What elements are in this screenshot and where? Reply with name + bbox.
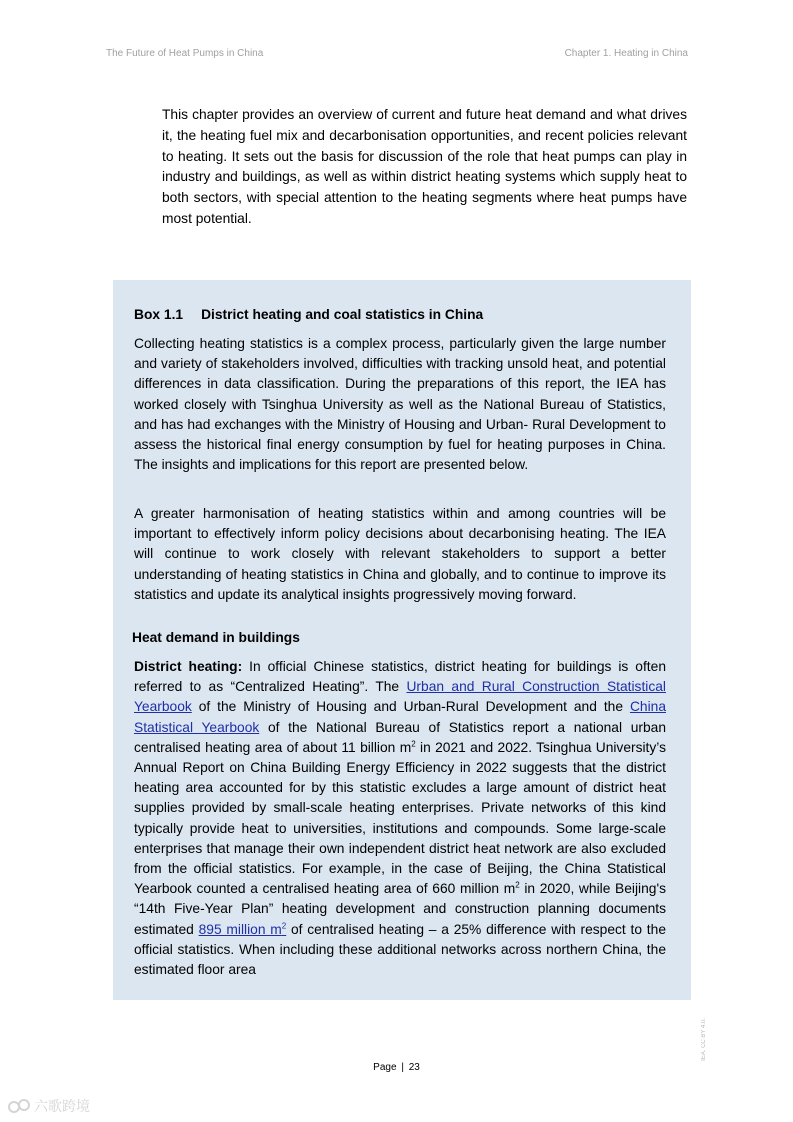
running-header-chapter: Chapter 1. Heating in China: [564, 48, 688, 59]
page-number: 23: [408, 1062, 420, 1073]
page-label: Page: [373, 1062, 397, 1073]
subheading-heat-demand: Heat demand in buildings: [132, 630, 300, 645]
text-segment: of the National Bureau of Statistics report a national urban centralised heating area of about 11 billion m: [134, 719, 666, 755]
link-china-statistical-yearbook[interactable]: China Statistical Yearbook: [134, 699, 666, 735]
text-segment: in 2021 and 2022. Tsinghua University’s Annual Report on China Building Energy Efficiency in 2022 suggests that the district heating area accounted for by this statistic excludes a large amount of district heat supplies provided by small-scale heating enterprises. Private networks of this kind typically provide heat to universities, institutions and compounds. Some large-scale enterprises that manage their own independent district heat network are also excluded from the official statistics. For example, in the case of Beijing, the China Statistical Yearbook counted a centralised heating area of 660 million m: [134, 739, 667, 897]
superscript: 2: [515, 880, 520, 890]
page-footer: [0, 1062, 793, 1073]
link-urban-rural-yearbook[interactable]: Urban and Rural Construction Statistical Yearbook: [134, 679, 666, 715]
text-segment: of the Ministry of Housing and Urban-Rural Development and the: [191, 699, 630, 715]
text-segment: of centralised heating – a 25% difference with respect to the official statistics. When including these additional networks across northern China, the estimated floor area: [134, 921, 666, 978]
page-separator: |: [401, 1062, 404, 1073]
box-title: [134, 307, 483, 322]
watermark-logo-icon: [8, 1098, 30, 1114]
watermark: [8, 1096, 90, 1116]
link-895-million[interactable]: [199, 922, 287, 937]
license-note: IEA. CC BY 4.0.: [701, 1018, 707, 1061]
link-text: 895 million m: [198, 921, 282, 937]
running-header-title: The Future of Heat Pumps in China: [106, 48, 264, 59]
box-paragraph-2: A greater harmonisation of heating statistics within and among countries will be important to effectively inform policy decisions about decarbonising heating. The IEA will continue to work closely with relevant stakeholders to support a better understanding of heating statistics in China and globally, and to continue to improve its statistics and update its analytical insights progressively moving forward.: [134, 506, 666, 602]
box-paragraph-1: Collecting heating statistics is a complex process, particularly given the large number and variety of stakeholders involved, difficulties with tracking unsold heat, and potential differences in data classification. During the preparations of this report, the IEA has worked closely with Tsinghua University as well as the National Bureau of Statistics, and has had exchanges with the Ministry of Housing and Urban- Rural Development to assess the historical final energy consumption by fuel for heating purposes in China. The insights and implications for this report are presented below.: [134, 336, 666, 473]
box-title-text: District heating and coal statistics in China: [201, 307, 484, 322]
superscript: 2: [411, 739, 416, 749]
box-paragraph-district-heating: [134, 657, 666, 980]
text-segment: in 2020, while Beijing's “14th Five-Year Plan” heating development and construction planning documents estimated: [134, 881, 666, 937]
box-number: Box 1.1: [134, 307, 184, 322]
watermark-text: 六歌跨境: [34, 1098, 90, 1114]
lead-term: District heating:: [134, 659, 243, 674]
box-1-1: [113, 280, 691, 1000]
intro-paragraph: This chapter provides an overview of current and future heat demand and what drives it, the heating fuel mix and decarbonisation opportunities, and recent policies relevant to heating. It sets out the basis for discussion of the role that heat pumps can play in industry and buildings, as well as within district heating systems which supply heat to both sectors, with special attention to the heating segments where heat pumps have most potential.: [162, 107, 687, 226]
superscript: 2: [281, 921, 287, 931]
text-segment: In official Chinese statistics, district heating for buildings is often referred to as “Centralized Heating”. The: [134, 659, 666, 695]
